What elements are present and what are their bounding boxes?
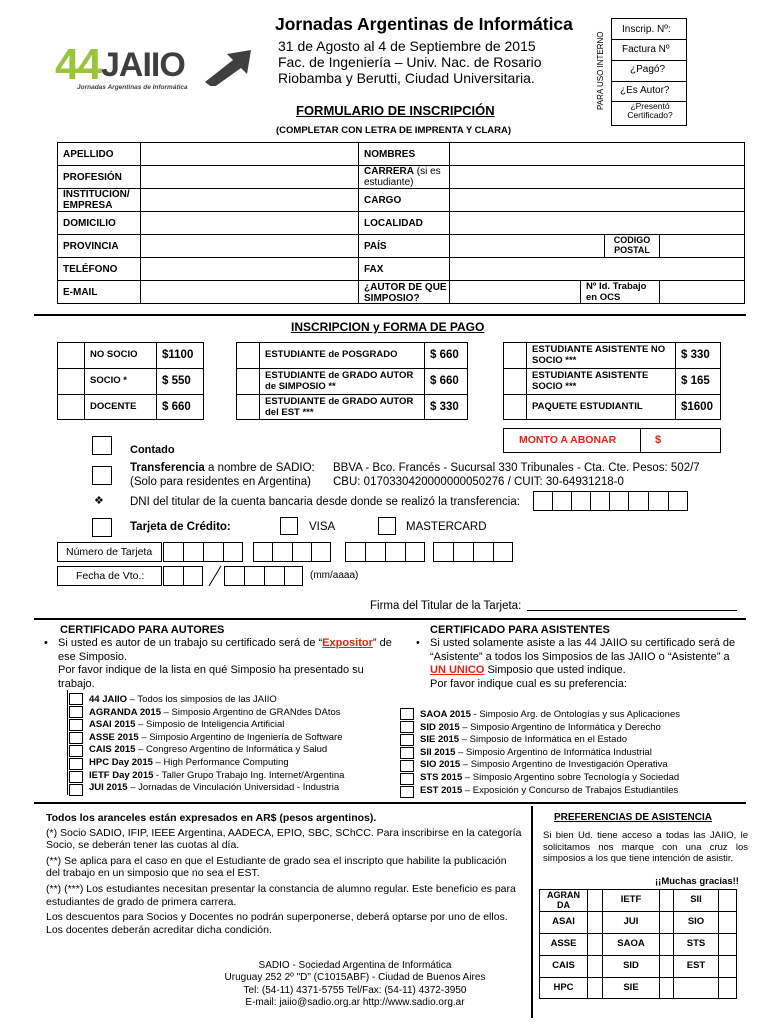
pref-label: EST — [686, 960, 706, 972]
pref-label: ASAI — [552, 916, 575, 928]
fee-price: $1100 — [162, 349, 194, 362]
symposium-checkbox[interactable] — [69, 784, 83, 796]
symposium-checkbox[interactable] — [69, 745, 83, 757]
label-email: E-MAIL — [63, 287, 98, 298]
symposium-checkbox[interactable] — [69, 732, 83, 744]
cert-asistentes-a: Si usted solamente asiste a las 44 JAIIO su certificado será de “Asistente” a todos los Simposios de las JAIIO o “Asistente” a — [430, 637, 736, 663]
institucion-field[interactable] — [141, 189, 357, 211]
footer-phone: Tel: (54-11) 4371-5755 Tel/Fax: (54-11) 4372-3950 — [243, 984, 467, 996]
domicilio-field[interactable] — [141, 212, 357, 234]
event-venue: Fac. de Ingeniería – Univ. Nac. de Rosario — [278, 54, 542, 70]
label-localidad: LOCALIDAD — [364, 217, 423, 229]
pref-label: STS — [686, 938, 706, 950]
expositor-label: Expositor — [322, 637, 373, 649]
fee-price: $ 660 — [430, 375, 459, 388]
symposium-checkbox[interactable] — [69, 719, 83, 731]
preferences-title: PREFERENCIAS DE ASISTENCIA — [554, 812, 712, 823]
label-carrera — [359, 166, 449, 188]
pref-checkbox[interactable] — [660, 890, 673, 911]
visa-label: VISA — [309, 521, 336, 533]
fax-field[interactable] — [450, 258, 744, 280]
nombres-field[interactable] — [450, 143, 744, 165]
logo-tagline: Jornadas Argentinas de Informática — [77, 84, 188, 91]
transferencia-note: (Solo para residentes en Argentina) — [130, 476, 311, 488]
symposium-item: IETF Day 2015 - Taller Grupo Trabajo Ing. Internet/Argentina — [89, 769, 345, 781]
pref-checkbox[interactable] — [719, 890, 736, 911]
codigo-postal-field[interactable] — [660, 235, 744, 257]
carrera-field[interactable] — [450, 166, 744, 188]
id-trabajo-field[interactable] — [660, 281, 744, 304]
pref-label: JUI — [623, 916, 639, 928]
office-inscrip: Inscrip. Nº: — [622, 24, 671, 35]
symposium-item: SII 2015 – Simposio Argentino de Informática Industrial — [420, 746, 652, 758]
apellido-field[interactable] — [141, 143, 357, 165]
symposium-item: ASAI 2015 – Simposio de Inteligencia Artificial — [89, 719, 285, 731]
cert-autores-title: CERTIFICADO PARA AUTORES — [60, 624, 225, 636]
transferencia-checkbox[interactable] — [92, 466, 112, 485]
symposium-item: ASSE 2015 – Simposio Argentino de Ingeniería de Software — [89, 731, 343, 743]
transferencia-label — [130, 462, 315, 474]
pref-checkbox[interactable] — [588, 934, 602, 955]
symposium-item: JUI 2015 – Jornadas de Vinculación Universidad - Industria — [89, 782, 340, 794]
fee-label: DOCENTE — [90, 401, 137, 413]
numero-tarjeta-label: Número de Tarjeta — [66, 546, 153, 558]
cert-autores-a: Si usted es autor de un trabajo su certificado será de “ — [58, 637, 323, 649]
symposium-checkbox[interactable] — [69, 758, 83, 770]
unico-label: UN UNICO — [430, 664, 485, 676]
pref-label: SIE — [623, 982, 639, 994]
label-id-trabajo: Nº Id. Trabajo en OCS — [586, 281, 647, 303]
bank-details-2: CBU: 0170330420000000050276 / CUIT: 30-64931218-0 — [333, 476, 624, 488]
symposium-checkbox[interactable] — [69, 693, 83, 705]
pref-label: CAIS — [552, 960, 575, 972]
form-title: FORMULARIO DE INSCRIPCIÓN — [296, 103, 495, 118]
cert-asistentes-b: Simposio que usted indique. — [484, 664, 626, 676]
fee-notes — [46, 812, 522, 936]
label-provincia: PROVINCIA — [63, 240, 119, 252]
note-descuentos: Los descuentos para Socios y Docentes no podrán superponerse, deberá optarse por uno de ellos. Los docentes deberán acreditar dicha condición. — [46, 911, 508, 936]
note-socio: (*) Socio SADIO, IFIP, IEEE Argentina, AADECA, EPIO, SBC, SChCC. Para inscribirse en la categoría Socio, se deberán tener las cuotas al día. — [46, 826, 522, 852]
pref-checkbox[interactable] — [660, 978, 673, 999]
pref-checkbox[interactable] — [588, 912, 602, 933]
office-certificado: ¿Presentó Certificado? — [627, 101, 673, 121]
label-autor-simposio: ¿AUTOR DE QUE SIMPOSIO? — [364, 281, 447, 304]
transferencia-title: Transferencia — [130, 462, 205, 474]
symposium-item: STS 2015 – Simposio Argentino sobre Tecnología y Sociedad — [420, 771, 680, 783]
fecha-format: (mm/aaaa) — [310, 570, 359, 581]
office-factura: Factura Nº — [622, 44, 670, 55]
carrera-note: (si es estudiante) — [364, 166, 441, 188]
symposium-item: 44 JAIIO – Todos los simposios de las JAIIO — [89, 694, 277, 705]
fee-label: NO SOCIO — [90, 349, 138, 361]
fee-price: $ 660 — [430, 349, 459, 362]
pref-label: IETF — [620, 894, 642, 906]
pref-label: SID — [623, 960, 639, 972]
arrow-icon — [203, 46, 255, 86]
transferencia-rest: a nombre de SADIO: — [204, 462, 315, 474]
cert-autores-b: ” de ese Simposio. — [58, 637, 392, 663]
pref-checkbox[interactable] — [719, 934, 736, 955]
fee-checkbox[interactable] — [237, 343, 259, 368]
fee-price: $1600 — [681, 401, 713, 414]
label-domicilio: DOMICILIO — [63, 217, 116, 229]
footer-org: SADIO - Sociedad Argentina de Informática — [258, 960, 452, 971]
firma-line[interactable] — [527, 610, 737, 611]
provincia-field[interactable] — [141, 235, 357, 257]
symposia-right-checkboxes — [400, 708, 415, 799]
pref-label: HPC — [553, 982, 574, 994]
cert-asistentes-text: • Si usted solamente asiste a las 44 JAIIO su certificado será de “Asistente” a todos los Simposios de las JAIIO o “Asistente” a UN UNICO Simposio que usted indique. Por favor indique cual es su preferencia: — [416, 637, 746, 691]
dni-label: DNI del titular de la cuenta bancaria desde donde se realizó la transferencia: — [130, 496, 520, 508]
autor-simposio-field[interactable] — [450, 281, 579, 304]
symposium-checkbox[interactable] — [400, 747, 414, 759]
fee-checkbox[interactable] — [504, 395, 526, 420]
preferences-text: Si bien Ud. tiene acceso a todas las JAIIO, le solicitamos nos marque con una cruz los simposios a los que tiene intención de asistir. — [543, 830, 748, 864]
symposia-left-checkboxes — [69, 693, 84, 797]
tarjeta-checkbox[interactable] — [92, 518, 112, 537]
fee-label: ESTUDIANTE de POSGRADO — [265, 349, 398, 361]
office-autor: ¿Es Autor? — [620, 85, 670, 96]
carrera-label: CARRERA — [364, 166, 414, 177]
fee-checkbox[interactable] — [237, 395, 259, 420]
symposium-item: SIE 2015 – Simposio de Informática en el Estado — [420, 734, 628, 746]
pref-checkbox[interactable] — [719, 956, 736, 977]
label-nombres: NOMBRES — [364, 148, 416, 160]
label-telefono: TELÉFONO — [63, 263, 118, 275]
monto-field[interactable] — [662, 429, 720, 452]
notes-heading: Todos los aranceles están expresados en AR$ (pesos argentinos). — [46, 812, 377, 824]
fee-price: $ 550 — [162, 375, 191, 388]
symposium-checkbox[interactable] — [69, 706, 83, 718]
label-codigo-postal: CODIGO POSTAL — [613, 235, 651, 255]
symposium-item: SID 2015 – Simposio Argentino de Informática y Derecho — [420, 721, 661, 733]
label-cargo: CARGO — [364, 194, 402, 206]
symposia-right-list — [420, 709, 680, 797]
pref-label: SAOA — [617, 938, 645, 950]
form-instructions: (COMPLETAR CON LETRA DE IMPRENTA Y CLARA) — [276, 125, 512, 136]
pref-checkbox[interactable] — [588, 956, 602, 977]
fee-price: $ 330 — [681, 349, 710, 362]
symposium-checkbox[interactable] — [400, 708, 414, 720]
dni-digit-boxes[interactable] — [533, 491, 688, 511]
fee-label: ESTUDIANTE de GRADO AUTOR del EST *** — [265, 396, 414, 418]
label-pais: PAÍS — [364, 240, 387, 252]
pref-checkbox[interactable] — [660, 912, 673, 933]
slash-icon — [207, 565, 223, 587]
symposium-item: SIO 2015 – Simposio Argentino de Investigación Operativa — [420, 759, 668, 771]
symposium-checkbox[interactable] — [400, 773, 414, 785]
pref-checkbox[interactable] — [719, 912, 736, 933]
fee-checkbox[interactable] — [237, 369, 259, 394]
pref-checkbox[interactable] — [660, 934, 673, 955]
cert-autores-text: • Si usted es autor de un trabajo su certificado será de “Expositor” de ese Simposio. Por favor indique de la lista en qué Simposio ha presentado su trabajo. — [44, 637, 394, 691]
bank-details-1: BBVA - Bco. Francés - Sucursal 330 Tribunales - Cta. Cte. Pesos: 502/7 — [333, 462, 700, 474]
symposia-left-list — [89, 694, 344, 795]
note-grado: (**) Se aplica para el caso en que el Estudiante de grado sea el inscripto que habilite la publicación del trabajo en un simposio que no sea el EST. — [46, 854, 507, 880]
pref-label: AGRAN DA — [547, 889, 580, 910]
symposium-checkbox[interactable] — [69, 771, 83, 783]
fee-checkbox[interactable] — [504, 369, 526, 394]
symposium-item: CAIS 2015 – Congreso Argentino de Informática y Salud — [89, 744, 328, 756]
diamond-bullet-icon: ❖ — [94, 495, 104, 507]
contado-checkbox[interactable] — [92, 436, 112, 455]
symposium-item: AGRANDA 2015 – Simposio Argentino de GRANdes DAtos — [89, 706, 341, 718]
page-title: Jornadas Argentinas de Informática — [275, 14, 573, 34]
symposium-checkbox[interactable] — [400, 734, 414, 746]
mastercard-checkbox[interactable] — [378, 517, 396, 535]
event-address: Riobamba y Berutti, Ciudad Universitaria. — [278, 70, 535, 86]
event-dates: 31 de Agosto al 4 de Septiembre de 2015 — [278, 38, 536, 54]
symposium-item: EST 2015 – Exposición y Concurso de Trabajos Estudiantiles — [420, 784, 679, 796]
symposium-item: HPC Day 2015 – High Performance Computing — [89, 756, 289, 768]
profesion-field[interactable] — [141, 166, 357, 188]
fee-price: $ 330 — [430, 401, 459, 414]
symposium-checkbox[interactable] — [400, 721, 414, 733]
office-pago: ¿Pagó? — [630, 64, 666, 75]
telefono-field[interactable] — [141, 258, 357, 280]
office-use-label: PARA USO INTERNO — [596, 31, 605, 110]
cargo-field[interactable] — [450, 189, 744, 211]
fee-checkbox[interactable] — [58, 395, 84, 420]
localidad-field[interactable] — [450, 212, 744, 234]
fee-checkbox[interactable] — [58, 369, 84, 394]
note-estudiantes: (**) (***) Los estudiantes necesitan presentar la constancia de alumno regular. Este beneficio es para estudiantes de grado de primera carrera. — [46, 882, 516, 908]
footer-address: Uruguay 252 2º "D" (C1015ABF) - Ciudad de Buenos Aires — [224, 972, 486, 984]
symposium-checkbox[interactable] — [400, 786, 414, 798]
footer-contact: E-mail: jaiio@sadio.org.ar http://www.sadio.org.ar — [245, 996, 465, 1008]
cert-asistentes-title: CERTIFICADO PARA ASISTENTES — [430, 624, 610, 636]
email-field[interactable] — [141, 281, 357, 304]
preferences-thanks: ¡¡Muchas gracias!! — [655, 876, 739, 887]
fee-label: ESTUDIANTE ASISTENTE NO SOCIO *** — [532, 344, 666, 366]
pref-checkbox[interactable] — [588, 890, 602, 911]
payment-title: INSCRIPCION y FORMA DE PAGO — [291, 320, 485, 334]
tarjeta-label: Tarjeta de Crédito: — [130, 521, 231, 533]
fecha-vto-label: Fecha de Vto.: — [76, 570, 145, 582]
fee-label: ESTUDIANTE ASISTENTE SOCIO *** — [532, 370, 649, 392]
pref-label: SII — [690, 894, 702, 906]
fee-price: $ 165 — [681, 375, 710, 388]
fee-checkbox[interactable] — [504, 343, 526, 368]
footer — [190, 960, 520, 1009]
monto-label: MONTO A ABONAR — [519, 433, 617, 446]
pref-label: SIO — [687, 916, 705, 928]
logo-number: 44 — [55, 40, 100, 89]
fee-label: ESTUDIANTE de GRADO AUTOR de SIMPOSIO ** — [265, 370, 414, 392]
visa-checkbox[interactable] — [280, 517, 298, 535]
contado-label: Contado — [130, 444, 175, 456]
fee-price: $ 660 — [162, 401, 191, 414]
symposium-item: SAOA 2015 - Simposio Arg. de Ontologías y sus Aplicaciones — [420, 709, 680, 720]
cert-asistentes-c: Por favor indique cual es su preferencia: — [430, 677, 627, 690]
fee-checkbox[interactable] — [58, 343, 84, 368]
pref-checkbox[interactable] — [588, 978, 602, 999]
logo — [55, 40, 260, 96]
firma-label: Firma del Titular de la Tarjeta: — [370, 600, 522, 612]
logo-name: JAIIO — [101, 46, 185, 84]
fee-label: PAQUETE ESTUDIANTIL — [532, 401, 643, 413]
fee-label: SOCIO * — [90, 375, 127, 387]
monto-currency: $ — [655, 434, 662, 447]
symposium-checkbox[interactable] — [400, 760, 414, 772]
label-apellido: APELLIDO — [63, 148, 114, 160]
mastercard-label: MASTERCARD — [406, 521, 487, 533]
pref-checkbox[interactable] — [660, 956, 673, 977]
label-institucion: INSTITUCIÓN/ EMPRESA — [63, 189, 130, 211]
pais-field[interactable] — [450, 235, 603, 257]
label-fax: FAX — [364, 263, 384, 275]
cert-autores-c: Por favor indique de la lista en qué Simposio ha presentado su trabajo. — [58, 664, 364, 690]
pref-label: ASSE — [550, 938, 577, 950]
label-profesion: PROFESIÓN — [63, 171, 122, 183]
